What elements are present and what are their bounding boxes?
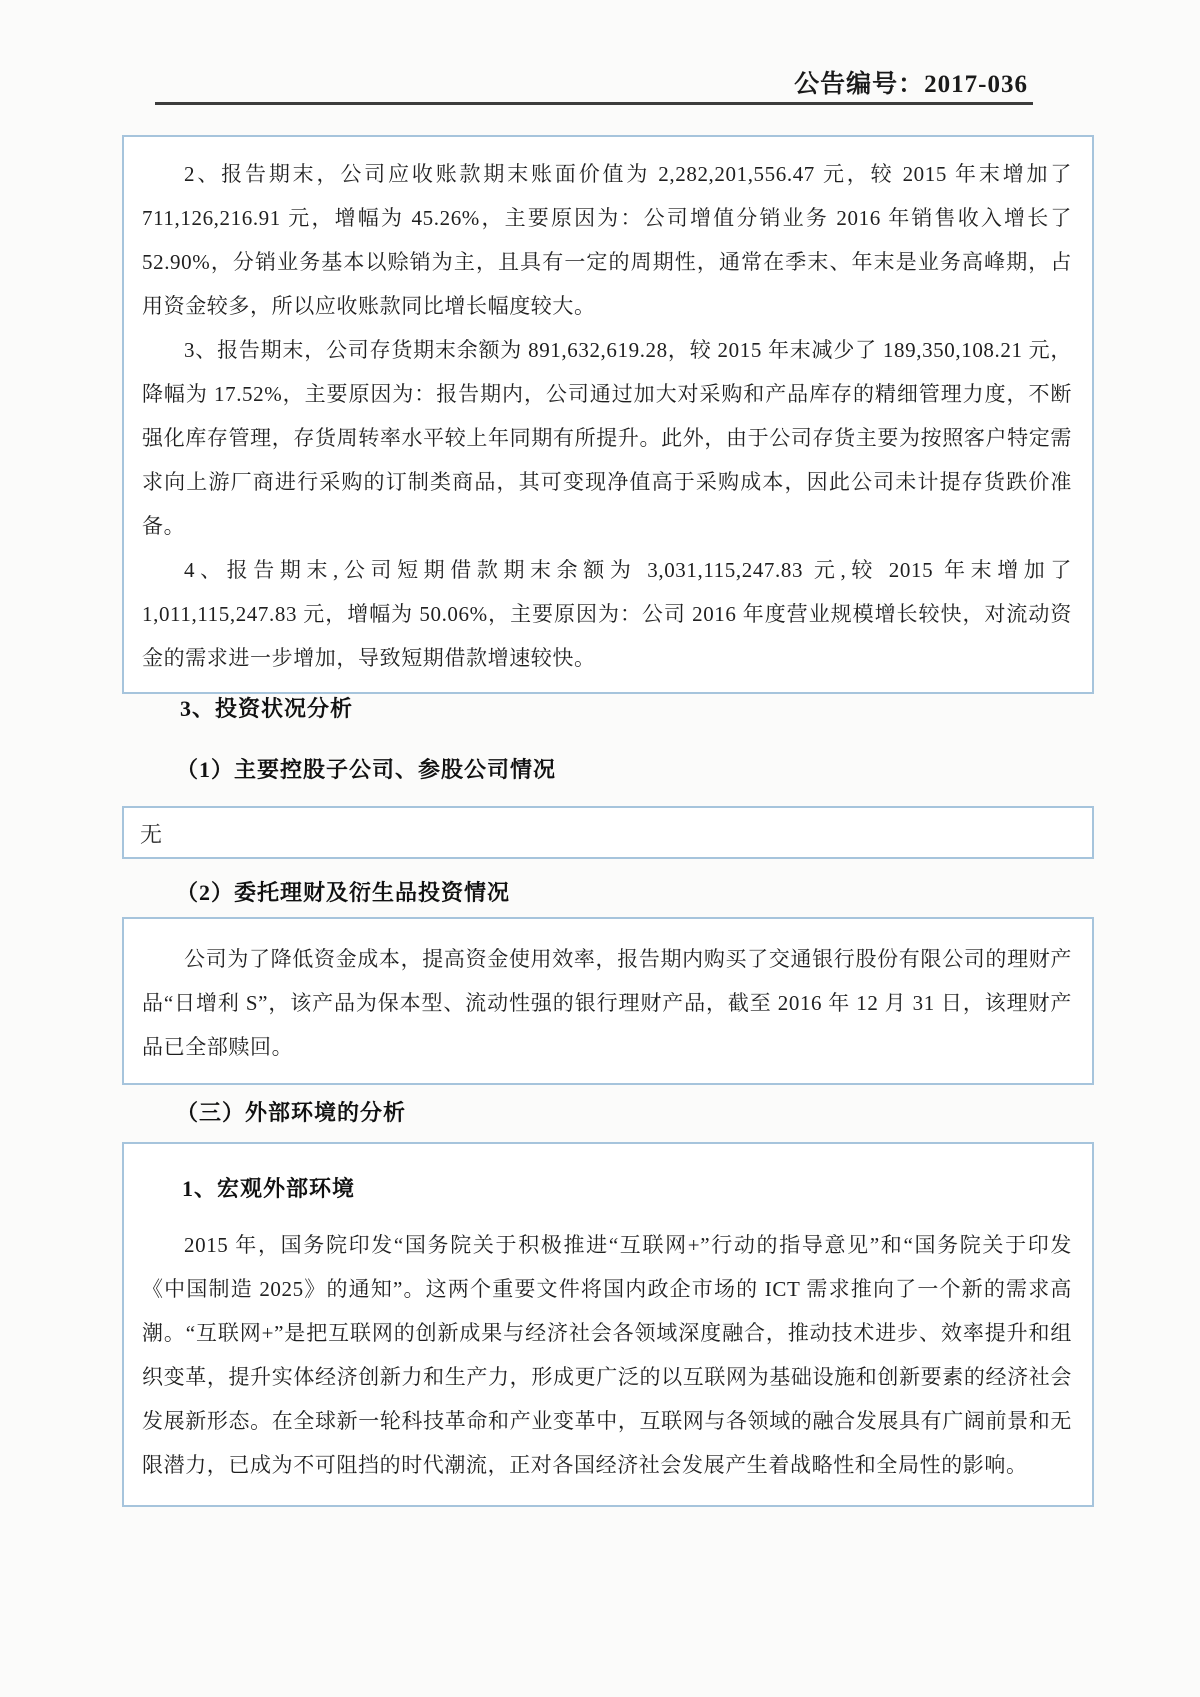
subsection-title-subsidiaries: （1）主要控股子公司、参股公司情况	[176, 757, 557, 782]
receivables-paragraph: 2、报告期末，公司应收账款期末账面价值为 2,282,201,556.47 元，较 2015 年末增加了 711,126,216.91 元，增幅为 45.26%，主要原因为：公司增值分销业务 2016 年销售收入增长了 52.90%，分销业务基本以赊销为主，且具有一定的周期性，通常在季末、年末是业务高峰期，占用资金较多，所以应收账款同比增长幅度较大。	[142, 162, 1072, 318]
inventory-paragraph: 3、报告期末，公司存货期末余额为 891,632,619.28，较 2015 年末减少了 189,350,108.21 元，降幅为 17.52%，主要原因为：报告期内，公司通过加大对采购和产品库存的精细管理力度，不断强化库存管理，存货周转率水平较上年同期有所提升。此外，由于公司存货主要为按照客户特定需求向上游厂商进行采购的订制类商品，其可变现净值高于采购成本，因此公司未计提存货跌价准备。	[142, 338, 1072, 538]
macro-environment-paragraph: 2015 年，国务院印发“国务院关于积极推进“互联网+”行动的指导意见”和“国务院关于印发《中国制造 2025》的通知”。这两个重要文件将国内政企市场的 ICT 需求推向了一个新的需求高潮。“互联网+”是把互联网的创新成果与经济社会各领域深度融合，推动技术进步、效率提升和组织变革，提升实体经济创新力和生产力，形成更广泛的以互联网为基础设施和创新要素的经济社会发展新形态。在全球新一轮科技革命和产业变革中，互联网与各领域的融合发展具有广阔前景和无限潜力，已成为不可阻挡的时代潮流，正对各国经济社会发展产生着战略性和全局性的影响。	[142, 1233, 1072, 1477]
subsidiaries-none-box	[122, 806, 1094, 859]
section-title-external-environment: （三）外部环境的分析	[176, 1100, 407, 1125]
macro-environment-heading: 1、宏观外部环境	[182, 1176, 356, 1201]
wealth-product-paragraph: 公司为了降低资金成本，提高资金使用效率，报告期内购买了交通银行股份有限公司的理财产品“日增利 S”，该产品为保本型、流动性强的银行理财产品，截至 2016 年 12 月 31 日，该理财产品已全部赎回。	[142, 947, 1072, 1059]
macro-environment-box	[122, 1142, 1094, 1507]
announcement-number: 公告编号：2017-036	[794, 71, 1028, 98]
section-title-investment-analysis: 3、投资状况分析	[180, 696, 354, 721]
subsection-title-entrusted-wealth: （2）委托理财及衍生品投资情况	[176, 880, 511, 905]
short-term-loan-paragraph: 4、报告期末,公司短期借款期末余额为 3,031,115,247.83 元,较 2015 年末增加了 1,011,115,247.83 元，增幅为 50.06%，主要原因为：公司 2016 年度营业规模增长较快，对流动资金的需求进一步增加，导致短期借款增速较快。	[142, 558, 1072, 670]
none-text: 无	[140, 822, 163, 847]
financial-analysis-box	[122, 135, 1094, 694]
entrusted-wealth-box	[122, 917, 1094, 1085]
header-divider-rule	[155, 102, 1033, 105]
